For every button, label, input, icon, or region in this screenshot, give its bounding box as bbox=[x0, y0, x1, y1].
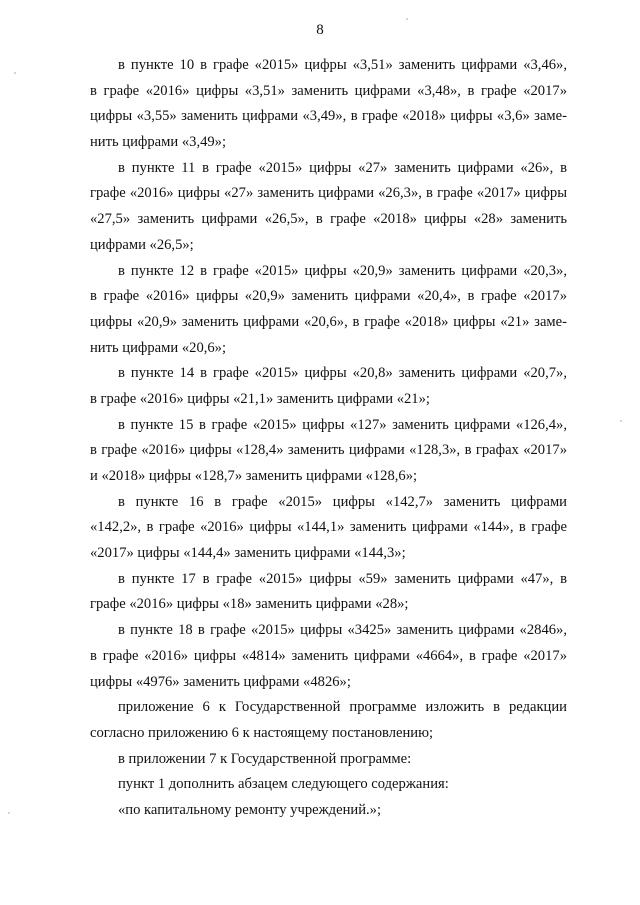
scan-speck bbox=[14, 72, 16, 74]
text-line: в графе «2016» цифры «21,1» заменить цифрами «21»; bbox=[90, 390, 430, 407]
scan-speck bbox=[406, 18, 408, 20]
text-line: в графе «2016» цифры «3,51» заменить цифрами «3,48», в графе «2017» bbox=[90, 82, 567, 99]
scan-speck bbox=[620, 420, 622, 422]
text-line: в графе «2016» цифры «4814» заменить цифрами «4664», в графе «2017» bbox=[90, 647, 567, 664]
page-number: 8 bbox=[316, 22, 324, 38]
paragraph-item-18 bbox=[90, 618, 567, 695]
paragraph-point-1 bbox=[90, 772, 567, 798]
text-line: нить цифрами «3,49»; bbox=[90, 134, 227, 151]
text-line: приложение 6 к Государственной программе изложить в редакции bbox=[118, 699, 567, 716]
text-line: в пункте 16 в графе «2015» цифры «142,7» заменить цифрами bbox=[118, 493, 567, 510]
text-line: в пункте 11 в графе «2015» цифры «27» заменить цифрами «26», в bbox=[118, 159, 567, 176]
text-line: графе «2016» цифры «27» заменить цифрами «26,3», в графе «2017» цифры bbox=[90, 185, 567, 202]
text-line: в пункте 12 в графе «2015» цифры «20,9» заменить цифрами «20,3», bbox=[118, 262, 567, 279]
text-line: «2017» цифры «144,4» заменить цифрами «144,3»; bbox=[90, 545, 406, 562]
text-line: в пункте 10 в графе «2015» цифры «3,51» заменить цифрами «3,46», bbox=[118, 57, 567, 73]
paragraph-item-11 bbox=[90, 156, 567, 259]
text-line: в пункте 15 в графе «2015» цифры «127» заменить цифрами «126,4», bbox=[118, 416, 567, 433]
paragraph-item-17 bbox=[90, 567, 567, 618]
paragraph-item-16 bbox=[90, 490, 567, 567]
text-line: графе «2016» цифры «18» заменить цифрами «28»; bbox=[90, 596, 409, 613]
paragraph-item-15 bbox=[90, 413, 567, 490]
document-body bbox=[90, 53, 567, 824]
scan-speck bbox=[8, 812, 10, 814]
text-line: цифры «4976» заменить цифрами «4826»; bbox=[90, 673, 351, 690]
text-line: в пункте 18 в графе «2015» цифры «3425» заменить цифрами «2846», bbox=[118, 622, 567, 639]
text-line: пункт 1 дополнить абзацем следующего содержания: bbox=[118, 776, 449, 793]
text-line: в графе «2016» цифры «20,9» заменить цифрами «20,4», в графе «2017» bbox=[90, 288, 567, 305]
text-line: цифрами «26,5»; bbox=[90, 236, 194, 253]
paragraph-appendix-6 bbox=[90, 695, 567, 746]
text-line: согласно приложению 6 к настоящему постановлению; bbox=[90, 724, 434, 741]
text-line: «27,5» заменить цифрами «26,5», в графе «2018» цифры «28» заменить bbox=[90, 211, 567, 228]
text-line: в приложении 7 к Государственной программе: bbox=[118, 750, 412, 767]
text-line: «142,2», в графе «2016» цифры «144,1» заменить цифрами «144», в графе bbox=[90, 519, 567, 536]
text-line: цифры «20,9» заменить цифрами «20,6», в графе «2018» цифры «21» заме- bbox=[90, 313, 567, 330]
text-line: в графе «2016» цифры «128,4» заменить цифрами «128,3», в графах «2017» bbox=[90, 442, 567, 459]
text-line: в пункте 14 в графе «2015» цифры «20,8» заменить цифрами «20,7», bbox=[118, 365, 567, 382]
paragraph-item-14 bbox=[90, 361, 567, 412]
text-line: «по капитальному ремонту учреждений.»; bbox=[118, 801, 382, 818]
paragraph-appendix-7 bbox=[90, 747, 567, 773]
text-line: цифры «3,55» заменить цифрами «3,49», в графе «2018» цифры «3,6» заме- bbox=[90, 108, 567, 125]
text-line: в пункте 17 в графе «2015» цифры «59» заменить цифрами «47», в bbox=[118, 570, 567, 587]
text-line: нить цифрами «20,6»; bbox=[90, 339, 227, 356]
text-line: и «2018» цифры «128,7» заменить цифрами «128,6»; bbox=[90, 468, 418, 484]
paragraph-quote bbox=[90, 798, 567, 824]
paragraph-item-12 bbox=[90, 259, 567, 362]
paragraph-item-10 bbox=[90, 53, 567, 156]
